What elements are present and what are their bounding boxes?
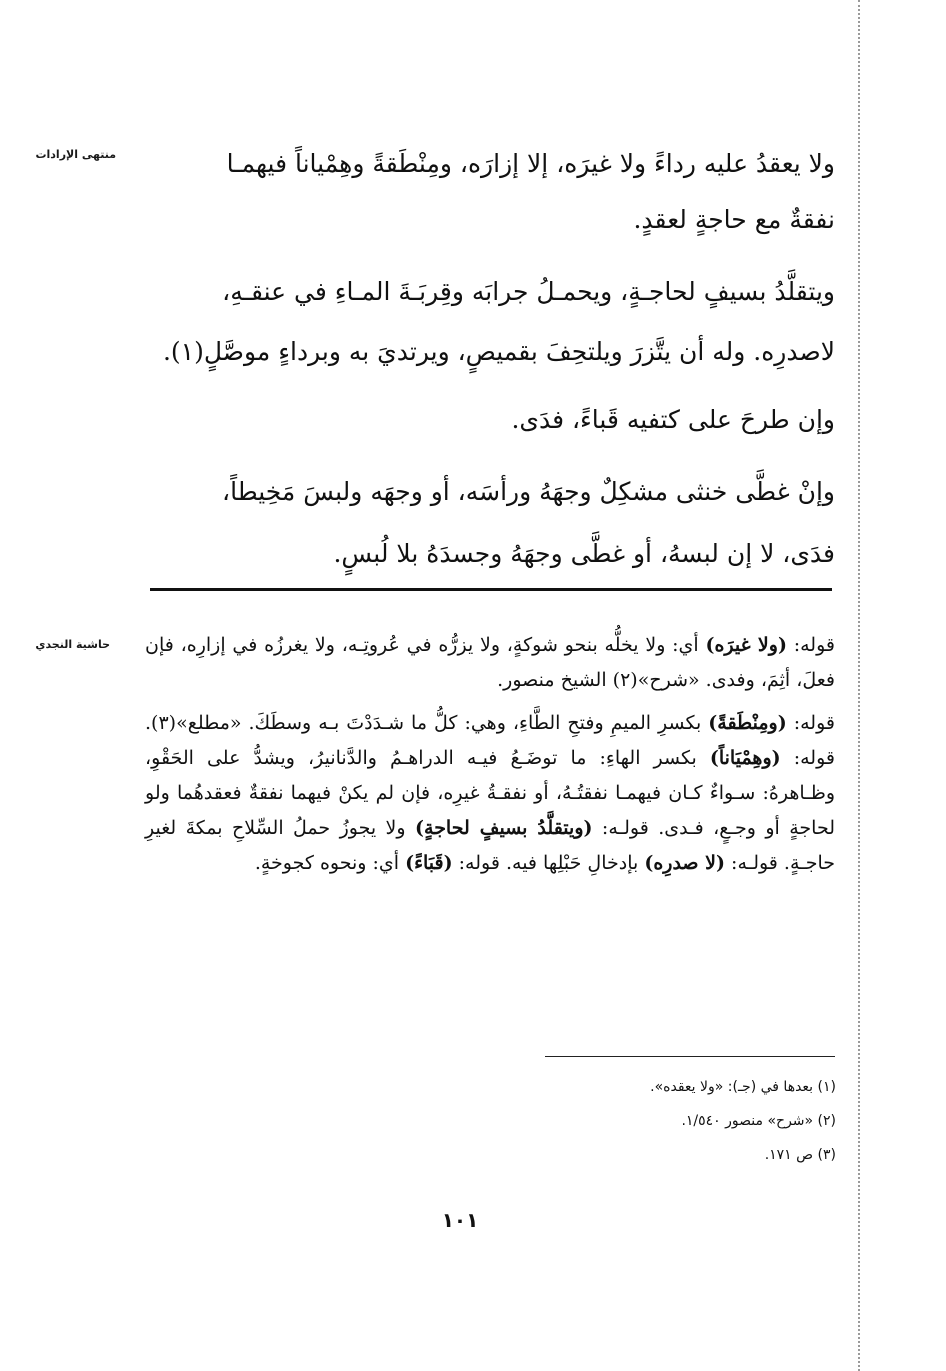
main-text-block [145,388,835,452]
main-line: وإنْ غطَّى خنثى مشكِلٌ وجهَهُ ورأسَه، أو وجهَه ولبسَ مَخِيطاً، [222,477,835,506]
page-number: ١٠١ [441,1208,479,1232]
commentary-lemma: (قَبَاءً) [405,852,453,874]
footnotes [396,1070,836,1172]
commentary-text: بكسر الهاءِ: ما توضَـعُ فيـه الدراهـمُ والدَّنانيرُ، ويشدُّ على الحَقْوِ، وظـاهرهُ: سـواءٌ كـان فيهمـا نفقتُـهُ، أو نفقـةُ غيرِه، فإن لم يكنْ فيهما نفقةٌ فعقدهُما ولو لحاجةٍ أو وجـعٍ، فـدى. قولـه: [145,747,835,839]
commentary-paragraph [145,628,835,698]
main-line: ولا يعقدُ عليه رداءً ولا غيرَه، إلا إزارَه، ومِنْطَقةً وهِمْياناً فيهمـا [226,149,835,178]
commentary-text: بكسرِ الميمِ وفتحِ الطَّاءِ، وهي: كلُّ ما شـدَدْتَ بـه وسطَكَ. «مطلع»(٣). قوله: [145,712,835,769]
commentary-lemma: (لا صدرِه) [644,852,725,874]
margin-label-hashiya: حاشية النجدي [35,638,110,651]
footnote-rule [545,1056,835,1057]
main-text-block [145,132,835,252]
commentary-text: أي: ونحوه كجوخةٍ. [254,852,406,874]
commentary-text: قوله: [786,712,835,734]
binding-edge-dots [858,0,860,1371]
footnote-item: (٣) ص ١٧١. [764,1147,836,1163]
commentary-text: بإدخالِ حَبْلِها فيه. قوله: [452,852,645,874]
commentary-text: أي: ولا يخلُّه بنحو شوكةٍ، ولا يزرُّه في عُروتِـه، ولا يغرزُه في إزارِه، فإن فعلَ، أثِمَ، وفدى. «شرح»(٢) الشيخ منصور. [145,634,835,691]
commentary-block [145,628,835,881]
main-text-block [145,460,835,586]
commentary-lemma: (ولا غيرَه) [705,634,787,656]
commentary-lemma: (ومِنْطَقةً) [708,712,787,734]
main-line: ويتقلَّدُ بسيفٍ لحاجـةٍ، ويحمـلُ جرابَه وقِربَـةَ المـاءِ في عنقـهِ، [222,277,835,306]
commentary-text: ولا يجوزُ حملُ السِّلاحِ بمكةَ لغيرِ حاجـةٍ. قولـه: [145,817,835,874]
main-line: فدَى، لا إن لبسهُ، أو غطَّى وجهَهُ وجسدَهُ بلا لُبسٍ. [333,539,835,568]
margin-label-matn: منتهى الإرادات [35,148,116,161]
commentary-text: قوله: [786,634,835,656]
commentary-paragraph [145,706,835,881]
footnote-item: (٢) «شرح» منصور ١/٥٤٠. [681,1113,836,1129]
main-line: وإن طرحَ على كتفيه قَباءً، فدَى. [511,405,835,434]
main-line: لاصدرِه. وله أن يتَّزرَ ويلتحِفَ بقميصٍ، ويرتديَ به وبرداءٍ موصَّلٍ(١). [162,337,835,366]
separator-rule [150,588,832,591]
main-text-block [145,260,835,384]
commentary-lemma: (وهِمْيَاناً) [709,747,781,769]
main-line: نفقةٌ مع حاجةٍ لعقدٍ. [633,205,835,234]
footnote-item: (١) بعدها في (جـ): «ولا يعقده». [650,1079,836,1095]
commentary-lemma: (ويتقلَّدُ بسيفٍ لحاجةٍ) [415,817,593,839]
